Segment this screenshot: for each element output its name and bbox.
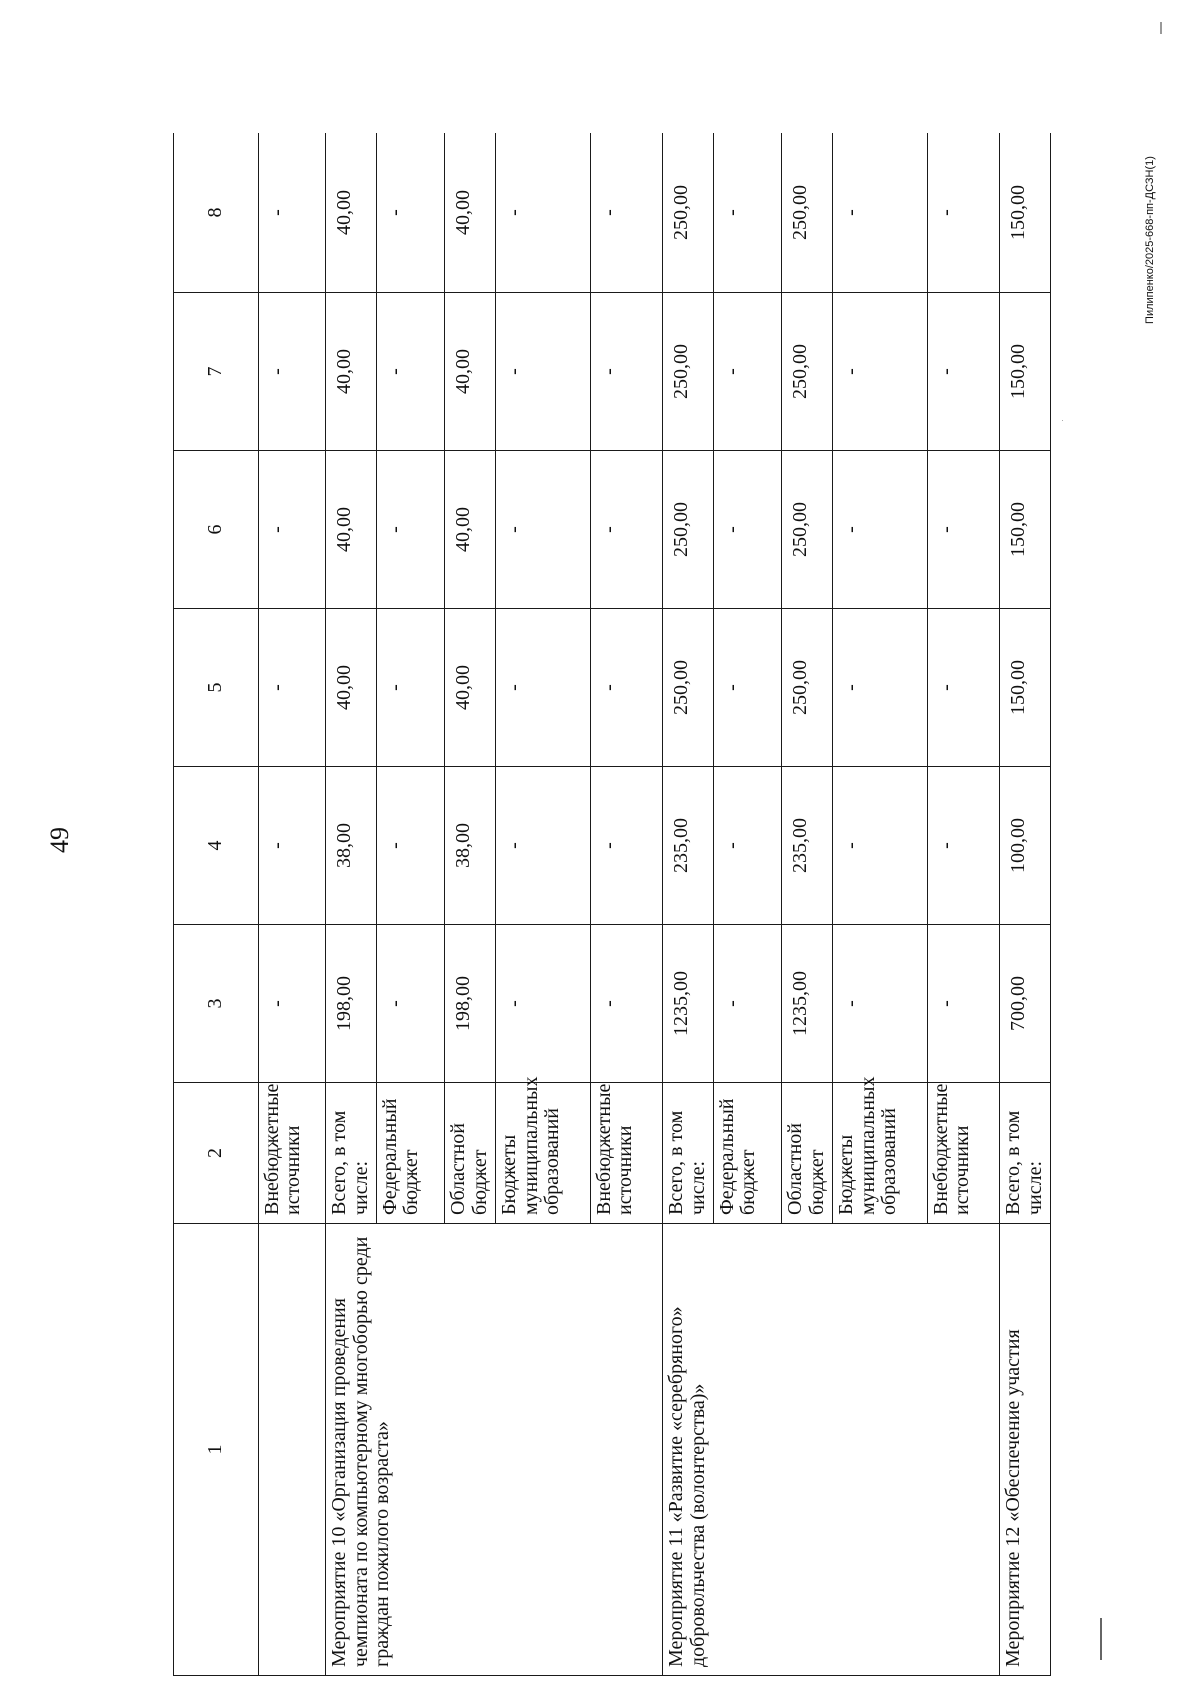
source-cell: Всего, в том числе: bbox=[1000, 1083, 1051, 1224]
activity-cell bbox=[258, 1224, 326, 1676]
value-cell: - bbox=[258, 293, 326, 451]
value-cell: 40,00 bbox=[326, 133, 377, 293]
value-cell: 100,00 bbox=[1000, 767, 1051, 925]
table-row bbox=[326, 133, 377, 1676]
value-cell: 38,00 bbox=[326, 767, 377, 925]
page-number: 49 bbox=[45, 827, 74, 853]
value-cell: - bbox=[590, 609, 663, 767]
value-cell: - bbox=[833, 925, 928, 1083]
value-cell: 38,00 bbox=[445, 767, 496, 925]
value-cell: - bbox=[713, 451, 782, 609]
value-cell: 150,00 bbox=[1000, 133, 1051, 293]
value-cell: - bbox=[927, 293, 1000, 451]
value-cell: - bbox=[495, 451, 590, 609]
value-cell: 150,00 bbox=[1000, 293, 1051, 451]
table-row bbox=[258, 133, 326, 1676]
source-cell: Федеральный бюджет bbox=[713, 1083, 782, 1224]
value-cell: - bbox=[927, 133, 1000, 293]
value-cell: - bbox=[927, 451, 1000, 609]
value-cell: 250,00 bbox=[663, 133, 714, 293]
value-cell: 150,00 bbox=[1000, 451, 1051, 609]
value-cell: - bbox=[495, 925, 590, 1083]
value-cell: - bbox=[833, 609, 928, 767]
value-cell: 40,00 bbox=[445, 293, 496, 451]
value-cell: - bbox=[833, 133, 928, 293]
value-cell: 250,00 bbox=[663, 609, 714, 767]
table-row bbox=[1000, 133, 1051, 1676]
value-cell: 235,00 bbox=[663, 767, 714, 925]
value-cell: - bbox=[927, 767, 1000, 925]
value-cell: - bbox=[376, 133, 445, 293]
value-cell: 198,00 bbox=[445, 925, 496, 1083]
value-cell: - bbox=[495, 133, 590, 293]
value-cell: 150,00 bbox=[1000, 609, 1051, 767]
value-cell: - bbox=[713, 767, 782, 925]
source-cell: Бюджеты муниципальных образований bbox=[495, 1083, 590, 1224]
value-cell: - bbox=[376, 925, 445, 1083]
header-cell: 5 bbox=[174, 609, 259, 767]
value-cell: - bbox=[833, 293, 928, 451]
value-cell: 250,00 bbox=[782, 609, 833, 767]
budget-table bbox=[173, 133, 1051, 1676]
header-cell: 4 bbox=[174, 767, 259, 925]
value-cell: - bbox=[258, 609, 326, 767]
value-cell: 1235,00 bbox=[663, 925, 714, 1083]
value-cell: 40,00 bbox=[326, 293, 377, 451]
value-cell: - bbox=[833, 451, 928, 609]
value-cell: - bbox=[495, 767, 590, 925]
scan-line bbox=[1062, 420, 1063, 421]
value-cell: 1235,00 bbox=[782, 925, 833, 1083]
source-cell: Всего, в том числе: bbox=[663, 1083, 714, 1224]
value-cell: 250,00 bbox=[782, 133, 833, 293]
value-cell: - bbox=[833, 767, 928, 925]
activity-cell: Мероприятие 10 «Организация проведения чемпионата по компьютерному многоборью среди граждан пожилого возраста» bbox=[326, 1224, 663, 1676]
header-cell: 1 bbox=[174, 1224, 259, 1676]
value-cell: 250,00 bbox=[663, 293, 714, 451]
header-cell: 6 bbox=[174, 451, 259, 609]
table-header-row bbox=[174, 133, 259, 1676]
source-cell: Внебюджетные источники bbox=[590, 1083, 663, 1224]
value-cell: - bbox=[713, 925, 782, 1083]
budget-table-container bbox=[173, 133, 1051, 1676]
source-cell: Бюджеты муниципальных образований bbox=[833, 1083, 928, 1224]
value-cell: 40,00 bbox=[326, 451, 377, 609]
source-cell: Областной бюджет bbox=[782, 1083, 833, 1224]
source-cell: Внебюджетные источники bbox=[258, 1083, 326, 1224]
value-cell: 40,00 bbox=[445, 609, 496, 767]
header-cell: 7 bbox=[174, 293, 259, 451]
header-cell: 2 bbox=[174, 1083, 259, 1224]
activity-cell: Мероприятие 11 «Развитие «серебряного» добровольчества (волонтерства)» bbox=[663, 1224, 1000, 1676]
value-cell: - bbox=[590, 133, 663, 293]
value-cell: - bbox=[713, 133, 782, 293]
value-cell: 250,00 bbox=[782, 293, 833, 451]
value-cell: - bbox=[258, 767, 326, 925]
value-cell: 40,00 bbox=[445, 451, 496, 609]
value-cell: - bbox=[376, 451, 445, 609]
activity-cell: Мероприятие 12 «Обеспечение участия bbox=[1000, 1224, 1051, 1676]
value-cell: - bbox=[590, 451, 663, 609]
value-cell: - bbox=[495, 293, 590, 451]
source-cell: Областной бюджет bbox=[445, 1083, 496, 1224]
value-cell: - bbox=[258, 451, 326, 609]
value-cell: - bbox=[376, 609, 445, 767]
value-cell: - bbox=[713, 609, 782, 767]
document-code: Пилипенко/2025-668-пп-ДСЗН(1) bbox=[1144, 156, 1156, 324]
source-cell: Всего, в том числе: bbox=[326, 1083, 377, 1224]
table-row bbox=[663, 133, 714, 1676]
value-cell: - bbox=[376, 767, 445, 925]
scan-mark bbox=[1100, 1618, 1102, 1660]
value-cell: - bbox=[927, 609, 1000, 767]
value-cell: - bbox=[590, 925, 663, 1083]
value-cell: - bbox=[376, 293, 445, 451]
scan-mark bbox=[1160, 22, 1162, 34]
value-cell: - bbox=[258, 133, 326, 293]
value-cell: - bbox=[590, 767, 663, 925]
header-cell: 3 bbox=[174, 925, 259, 1083]
value-cell: 250,00 bbox=[782, 451, 833, 609]
value-cell: - bbox=[495, 609, 590, 767]
value-cell: 235,00 bbox=[782, 767, 833, 925]
header-cell: 8 bbox=[174, 133, 259, 293]
value-cell: - bbox=[590, 293, 663, 451]
value-cell: - bbox=[258, 925, 326, 1083]
value-cell: 250,00 bbox=[663, 451, 714, 609]
value-cell: 198,00 bbox=[326, 925, 377, 1083]
source-cell: Внебюджетные источники bbox=[927, 1083, 1000, 1224]
value-cell: 40,00 bbox=[326, 609, 377, 767]
source-cell: Федеральный бюджет bbox=[376, 1083, 445, 1224]
value-cell: - bbox=[713, 293, 782, 451]
value-cell: 40,00 bbox=[445, 133, 496, 293]
value-cell: 700,00 bbox=[1000, 925, 1051, 1083]
value-cell: - bbox=[927, 925, 1000, 1083]
